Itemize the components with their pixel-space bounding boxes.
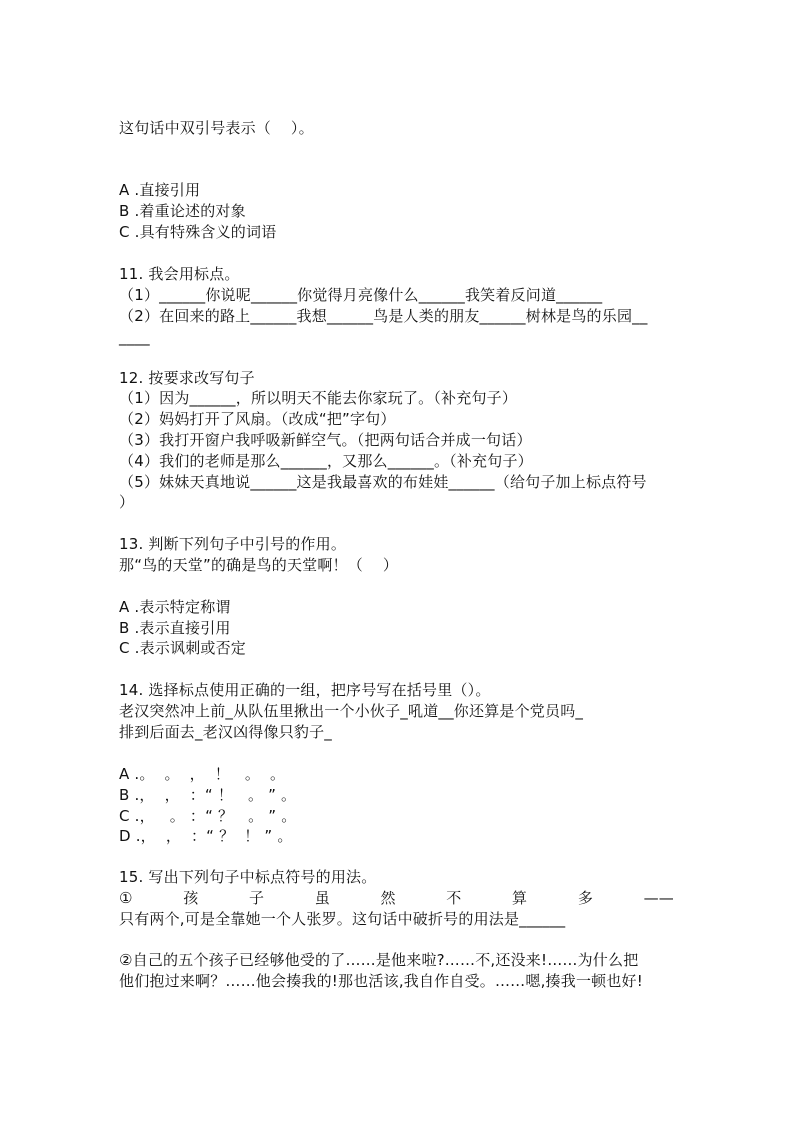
q11-item-2-cont: ____ — [119, 328, 150, 346]
q10-option-c: C .具有特殊含义的词语 — [119, 223, 277, 241]
q11-title: 11. 我会用标点。 — [119, 265, 240, 283]
q12-item-2: （2）妈妈打开了风扇。（改成“把”字句） — [119, 410, 396, 428]
q15-title: 15. 写出下列句子中标点符号的用法。 — [119, 868, 377, 886]
q14-option-b: B .， ， ：“ ！ 。 ” 。 — [119, 786, 297, 804]
q10-option-a: A .直接引用 — [119, 181, 201, 199]
q15-char: 孩 — [183, 889, 199, 907]
q15-char: —— — [643, 889, 674, 907]
q12-item-1: （1）因为______，所以明天不能去你家玩了。（补充句子） — [119, 389, 518, 407]
q14-option-a: A .。 。 ， ！ 。 。 — [119, 765, 286, 783]
q11-item-1: （1）______你说呢______你觉得月亮像什么______我笑着反问道______ — [119, 286, 603, 304]
q12-item-5: （5）妹妹天真地说______这是我最喜欢的布娃娃______（给句子加上标点符号 — [119, 473, 647, 491]
q12-item-4: （4）我们的老师是那么______，又那么______。（补充句子） — [119, 452, 533, 470]
q12-title: 12. 按要求改写句子 — [119, 369, 255, 387]
q12-item-3: （3）我打开窗户我呼吸新鲜空气。（把两句话合并成一句话） — [119, 431, 532, 449]
q14-option-c: C .， 。 ：“ ？ 。 ” 。 — [119, 807, 297, 825]
q11-item-2: （2）在回来的路上______我想______鸟是人类的朋友______树林是鸟的乐园__ — [119, 307, 648, 325]
q13-sentence: 那“鸟的天堂”的确是鸟的天堂啊！（ ） — [119, 556, 399, 574]
q12-item-5-cont: ） — [119, 493, 135, 511]
q13-option-b: B .表示直接引用 — [119, 619, 231, 637]
q15-char: 子 — [248, 889, 265, 907]
q15-char: 不 — [446, 889, 462, 907]
q15-char: 多 — [577, 889, 594, 907]
q15-sentence-1-line-1 — [119, 888, 674, 908]
q13-title: 13. 判断下列句子中引号的作用。 — [119, 535, 347, 553]
q15-char: 然 — [380, 889, 396, 907]
q15-char: 虽 — [314, 889, 330, 907]
q10-stem: 这句话中双引号表示（ ）。 — [119, 119, 314, 137]
q15-sentence-2-line-1: ②自己的五个孩子已经够他受的了……是他来啦?……不,还没来!……为什么把 — [119, 951, 639, 969]
q14-option-d: D .， ， ：“ ？ ！ ” 。 — [119, 827, 293, 845]
q14-line-1: 老汉突然冲上前_从队伍里揪出一个小伙子_吼道__你还算是个党员吗_ — [119, 702, 584, 720]
q14-title: 14. 选择标点使用正确的一组，把序号写在括号里（）。 — [119, 681, 491, 699]
q15-sentence-1-line-2: 只有两个,可是全靠她一个人张罗。这句话中破折号的用法是______ — [119, 910, 566, 928]
q10-option-b: B .着重论述的对象 — [119, 202, 246, 220]
q14-line-2: 排到后面去_老汉凶得像只豹子_ — [119, 723, 333, 741]
q15-char: 算 — [512, 889, 528, 907]
q15-sentence-2-line-2: 他们抱过来啊？……他会揍我的!那也活该,我自作自受。……嗯,揍我一顿也好! — [119, 972, 643, 990]
q15-char: ① — [119, 889, 133, 907]
q13-option-c: C .表示讽刺或否定 — [119, 639, 247, 657]
q13-option-a: A .表示特定称谓 — [119, 598, 231, 616]
